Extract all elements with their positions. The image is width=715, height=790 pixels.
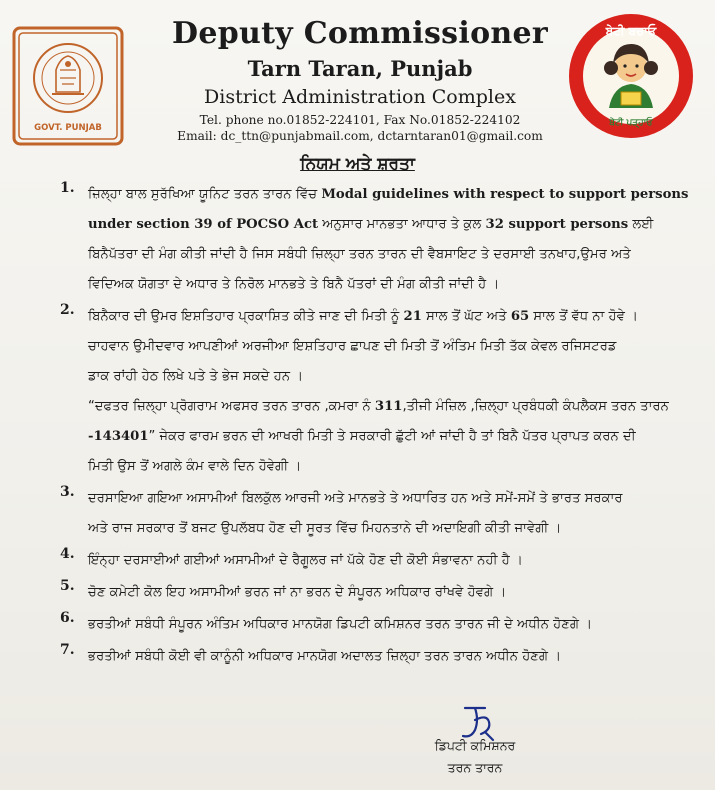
signatory-designation: ਡਿਪਟੀ ਕਮਿਸ਼ਨਰ — [434, 738, 516, 753]
term-line — [88, 578, 700, 608]
term-segment: ਸਾਲ ਤੋਂ ਘੱਟ ਅਤੇ — [421, 309, 511, 324]
beti-logo-bottom-text: ਬੇਟੀ ਪੜ੍ਹਾਓ — [609, 118, 653, 128]
term-item — [60, 610, 700, 640]
term-text — [88, 484, 700, 544]
term-segment: ਬਿਨੈਕਾਰ ਦੀ ਉਮਰ ਇਸ਼ਤਿਹਾਰ ਪ੍ਰਕਾਸ਼ਿਤ ਕੀਤੇ ਜਾਣ ਦੀ ਮਿਤੀ ਨੂੰ — [88, 309, 404, 324]
signatory-place: ਤਰਨ ਤਾਰਨ — [447, 760, 503, 775]
term-segment: ਬਿਨੈਪੱਤਰਾ ਦੀ ਮੰਗ ਕੀਤੀ ਜਾਂਦੀ ਹੈ ਜਿਸ ਸਬੰਧੀ ਜ਼ਿਲ੍ਹਾ ਤਰਨ ਤਾਰਨ ਦੀ ਵੈਬਸਾਇਟ ਤੇ ਦਰਸਾਈ ਤਨਖਾਹ,ਉਮਰ ਅਤੇ — [88, 247, 631, 262]
term-bold-segment: -143401 — [88, 429, 149, 444]
beti-bachao-logo — [563, 8, 699, 144]
term-segment: “ਦਫਤਰ ਜ਼ਿਲ੍ਹਾ ਪ੍ਰੋਗਰਾਮ ਅਫਸਰ ਤਰਨ ਤਾਰਨ ,ਕਮਰਾ ਨੰ — [88, 399, 375, 414]
term-line — [88, 210, 700, 240]
term-bold-segment: under section 39 of POCSO Act — [88, 217, 319, 232]
term-segment: ਜ਼ਿਲ੍ਹਾ ਬਾਲ ਸੁਰੱਖਿਆ ਯੂਨਿਟ ਤਰਨ ਤਾਰਨ ਵਿੱਚ — [88, 187, 322, 202]
term-line — [88, 610, 700, 640]
document-title: ਨਿਯਮ ਅਤੇ ਸ਼ਰਤਾ — [300, 154, 415, 174]
letterhead-subtitle: Tarn Taran, Punjab — [247, 56, 473, 81]
term-segment: ਦਰਸਾਇਆ ਗਇਆ ਅਸਾਮੀਆਂ ਬਿਲਕੁੱਲ ਆਰਜੀ ਅਤੇ ਮਾਨਭਤੇ ਤੇ ਅਧਾਰਿਤ ਹਨ ਅਤੇ ਸਮੇਂ-ਸਮੇਂ ਤੇ ਭਾਰਤ ਸਰਕਾਰ — [88, 491, 623, 506]
term-number: 4. — [60, 546, 75, 562]
term-text — [88, 610, 700, 640]
term-item — [60, 302, 700, 482]
govt-seal-logo — [8, 22, 128, 150]
term-segment: ਡਾਕ ਰਾਂਹੀ ਹੇਠ ਲਿਖੇ ਪਤੇ ਤੇ ਭੇਜ ਸਕਦੇ ਹਨ । — [88, 369, 304, 384]
term-segment: ਚਾਹਵਾਨ ਉਮੀਦਵਾਰ ਆਪਣੀਆਂ ਅਰਜੀਆ ਇਸ਼ਤਿਹਾਰ ਛਾਪਣ ਦੀ ਮਿਤੀ ਤੋਂ ਅੰਤਿਮ ਮਿਤੀ ਤੱਕ ਕੇਵਲ ਰਜਿਸਟਰਡ — [88, 339, 617, 354]
letterhead-complex: District Administration Complex — [204, 86, 516, 108]
term-line — [88, 332, 700, 362]
term-line — [88, 240, 700, 270]
term-segment: ਲਈ — [628, 217, 654, 232]
term-line — [88, 180, 700, 210]
term-item — [60, 546, 700, 576]
term-segment: ,ਤੀਜੀ ਮੰਜ਼ਿਲ ,ਜ਼ਿਲ੍ਹਾ ਪ੍ਰਬੰਧਕੀ ਕੰਪਲੈਕਸ ਤਰਨ ਤਾਰਨ — [402, 399, 669, 414]
term-number: 2. — [60, 302, 75, 318]
terms-list — [60, 180, 700, 674]
term-line — [88, 484, 700, 514]
term-segment: ਅਤੇ ਰਾਜ ਸਰਕਾਰ ਤੋਂ ਬਜਟ ਉਪਲੱਬਧ ਹੋਣ ਦੀ ਸੂਰਤ ਵਿੱਚ ਮਿਹਨਤਾਨੇ ਦੀ ਅਦਾਇਗੀ ਕੀਤੀ ਜਾਵੇਗੀ । — [88, 521, 562, 536]
term-text — [88, 578, 700, 608]
term-segment: ਅਨੁਸਾਰ ਮਾਨਭਤਾ ਆਧਾਰ ਤੇ ਕੁਲ — [318, 217, 486, 232]
term-line — [88, 362, 700, 392]
term-text — [88, 642, 700, 672]
term-text — [88, 180, 700, 300]
beti-logo-top-text: ਬੇਟੀ ਬਚਾਓ — [605, 24, 657, 38]
term-bold-segment: 21 — [403, 309, 422, 324]
term-line — [88, 546, 700, 576]
emblem-seal-icon — [8, 22, 128, 150]
term-segment: ਸਾਲ ਤੋਂ ਵੱਧ ਨਾ ਹੋਵੇ । — [529, 309, 639, 324]
letterhead-phone: Tel. phone no.01852-224101, Fax No.01852-224102 — [199, 113, 521, 127]
term-item — [60, 578, 700, 608]
letterhead-title: Deputy Commissioner — [172, 16, 548, 51]
term-line — [88, 452, 700, 482]
term-text — [88, 302, 700, 482]
term-item — [60, 642, 700, 672]
term-bold-segment: 311 — [374, 399, 403, 414]
term-line — [88, 392, 700, 422]
letterhead-email: Email: dc_ttn@punjabmail.com, dctarntaran01@gmail.com — [177, 129, 543, 143]
term-number: 3. — [60, 484, 75, 500]
term-bold-segment: 32 support persons — [485, 217, 629, 232]
term-segment: ਮਿਤੀ ਉਸ ਤੋਂ ਅਗਲੇ ਕੰਮ ਵਾਲੇ ਦਿਨ ਹੋਵੇਗੀ । — [88, 459, 302, 474]
term-line — [88, 302, 700, 332]
term-line — [88, 514, 700, 544]
term-segment: ਭਰਤੀਆਂ ਸਬੰਧੀ ਸੰਪੂਰਨ ਅੰਤਿਮ ਅਧਿਕਾਰ ਮਾਨਯੋਗ ਡਿਪਟੀ ਕਮਿਸ਼ਨਰ ਤਰਨ ਤਾਰਨ ਜੀ ਦੇ ਅਧੀਨ ਹੋਣਗੇ । — [88, 617, 593, 632]
term-line — [88, 422, 700, 452]
term-bold-segment: Modal guidelines with respect to support persons — [321, 187, 689, 202]
term-item — [60, 180, 700, 300]
term-segment: ਚੋਣ ਕਮੇਟੀ ਕੋਲ ਇਹ ਅਸਾਮੀਆਂ ਭਰਨ ਜਾਂ ਨਾ ਭਰਨ ਦੇ ਸੰਪੂਰਨ ਅਧਿਕਾਰ ਰਾਂਖਵੇ ਹੋਵਗੇ । — [88, 585, 507, 600]
term-segment: ਭਰਤੀਆਂ ਸਬੰਧੀ ਕੋਈ ਵੀ ਕਾਨੂੰਨੀ ਅਧਿਕਾਰ ਮਾਨਯੋਗ ਅਦਾਲਤ ਜ਼ਿਲ੍ਹਾ ਤਰਨ ਤਾਰਨ ਅਧੀਨ ਹੋਣਗੇ । — [88, 649, 562, 664]
term-line — [88, 270, 700, 300]
term-item — [60, 484, 700, 544]
seal-label: GOVT. PUNJAB — [34, 123, 102, 133]
beti-bachao-logo-icon — [563, 8, 699, 144]
term-text — [88, 546, 700, 576]
term-number: 5. — [60, 578, 75, 594]
term-number: 1. — [60, 180, 75, 196]
term-segment: ਵਿਦਿਅਕ ਯੋਗਤਾ ਦੇ ਅਧਾਰ ਤੇ ਨਿਰੋਲ ਮਾਨਭਤੇ ਤੇ ਬਿਨੈ ਪੱਤਰਾਂ ਦੀ ਮੰਗ ਕੀਤੀ ਜਾਂਦੀ ਹੈ । — [88, 277, 500, 292]
term-number: 6. — [60, 610, 75, 626]
term-line — [88, 642, 700, 672]
term-segment: ” ਜੇਕਰ ਫਾਰਮ ਭਰਨ ਦੀ ਆਖਰੀ ਮਿਤੀ ਤੇ ਸਰਕਾਰੀ ਛੁੱਟੀ ਆਂ ਜਾਂਦੀ ਹੈ ਤਾਂ ਬਿਨੈ ਪੱਤਰ ਪ੍ਰਾਪਤ ਕਰਨ ਦੀ — [148, 429, 636, 444]
term-bold-segment: 65 — [510, 309, 530, 324]
term-number: 7. — [60, 642, 75, 658]
term-segment: ਇੰਨ੍ਹਾ ਦਰਸਾਈਆਂ ਗਈਆਂ ਅਸਾਮੀਆਂ ਦੇ ਰੈਗੂਲਰ ਜਾਂ ਪੱਕੇ ਹੋਣ ਦੀ ਕੋਈ ਸੰਭਾਵਨਾ ਨਹੀ ਹੈ । — [88, 553, 523, 568]
